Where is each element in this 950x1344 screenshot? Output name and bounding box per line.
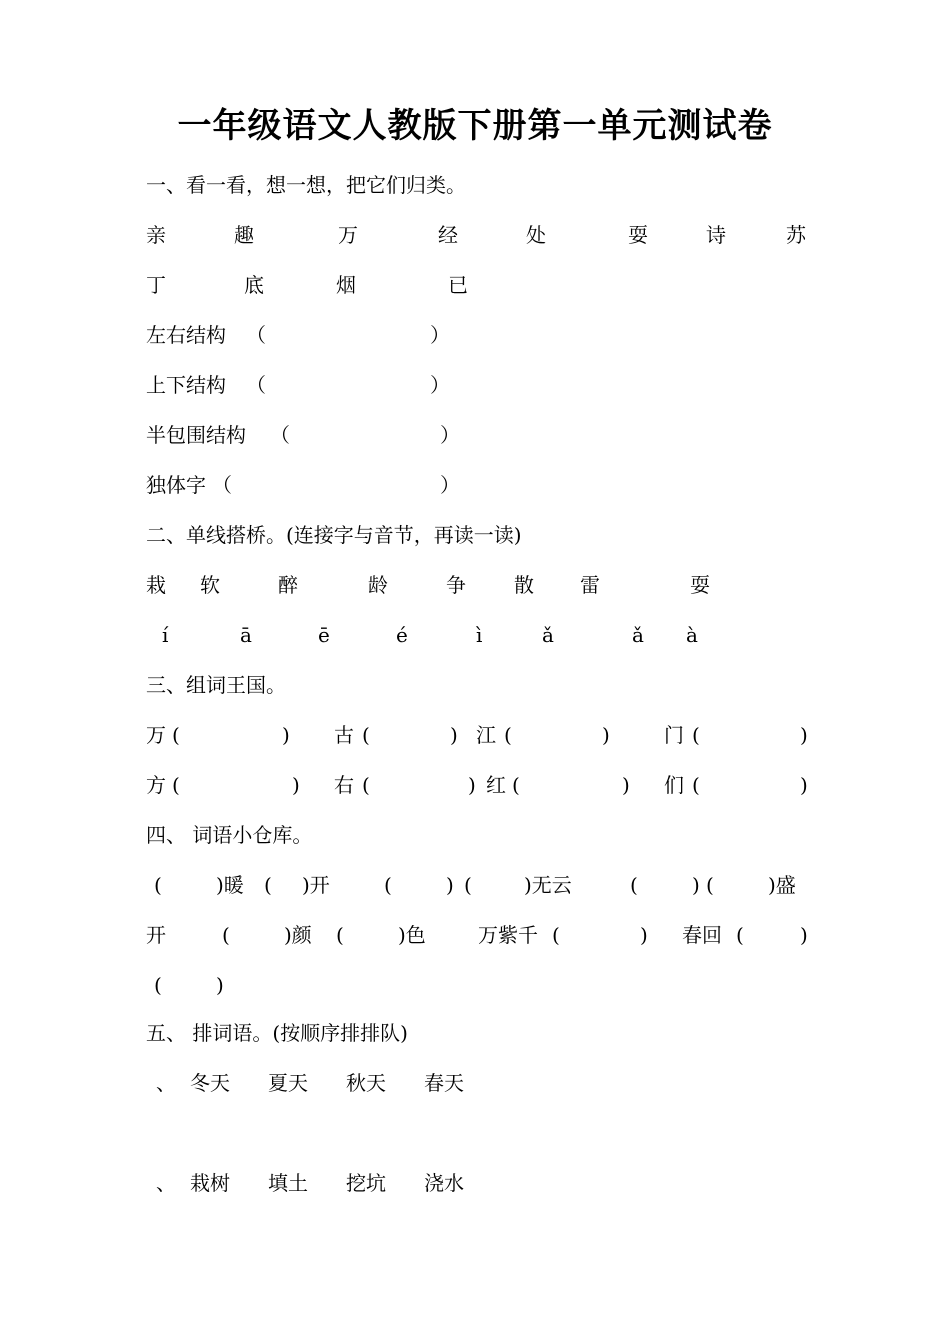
match-char[interactable]: 争 <box>446 573 466 597</box>
order-word: 挖坑 <box>346 1171 386 1195</box>
order-mark: 、 <box>156 1171 176 1195</box>
match-char[interactable]: 雷 <box>580 573 600 597</box>
word-fill-row-1 <box>146 870 826 900</box>
fill-bracket: ) <box>692 873 700 897</box>
section-3-heading <box>146 670 826 700</box>
char-item: 耍 <box>628 223 648 247</box>
fill-text: 万紫千 <box>478 923 538 947</box>
order-word: 夏天 <box>268 1071 308 1095</box>
answer-open-bracket[interactable]: ( <box>362 723 370 747</box>
order-word: 冬天 <box>190 1071 230 1095</box>
char-item: 趣 <box>234 223 254 247</box>
word-char: 方 <box>146 773 166 797</box>
fill-bracket: ) <box>800 923 808 947</box>
char-item: 丁 <box>146 273 166 297</box>
category-half-enclosed <box>146 420 826 450</box>
match-tone[interactable]: ē <box>318 623 330 647</box>
page-title: 一年级语文人教版下册第一单元测试卷 <box>177 106 773 146</box>
fill-bracket[interactable]: ( <box>336 923 344 947</box>
char-item: 底 <box>244 273 264 297</box>
category-top-bottom <box>146 370 826 400</box>
word-char: 们 <box>664 773 684 797</box>
fill-text: )开 <box>302 873 330 897</box>
answer-close-bracket: ) <box>800 773 808 797</box>
match-tone[interactable]: í <box>162 623 169 647</box>
answer-close-bracket: ） <box>440 423 460 447</box>
match-char[interactable]: 散 <box>514 573 534 597</box>
word-fill-row-2 <box>146 920 826 950</box>
answer-close-bracket: ) <box>800 723 808 747</box>
fill-text: )无云 <box>524 873 572 897</box>
answer-close-bracket: ) <box>292 773 300 797</box>
answer-close-bracket: ） <box>430 323 450 347</box>
order-word: 秋天 <box>346 1071 386 1095</box>
match-tone[interactable]: à <box>686 623 698 647</box>
match-char[interactable]: 耍 <box>690 573 710 597</box>
answer-close-bracket: ) <box>450 723 458 747</box>
word-char: 门 <box>664 723 684 747</box>
fill-bracket[interactable]: ( <box>552 923 560 947</box>
answer-close-bracket: ) <box>602 723 610 747</box>
order-mark: 、 <box>156 1071 176 1095</box>
match-char[interactable]: 软 <box>200 573 220 597</box>
word-char: 江 <box>476 723 496 747</box>
answer-close-bracket: ) <box>622 773 630 797</box>
category-label: 半包围结构 <box>146 423 246 447</box>
order-word: 填土 <box>268 1171 308 1195</box>
match-tone[interactable]: ā <box>240 623 252 647</box>
answer-open-bracket[interactable]: （ <box>246 323 266 347</box>
section-heading: 五、 排词语。(按顺序排排队) <box>146 1021 408 1045</box>
char-item: 已 <box>448 273 468 297</box>
section-heading: 四、 词语小仓库。 <box>146 823 313 847</box>
char-item: 烟 <box>336 273 356 297</box>
match-tones-row <box>146 620 826 650</box>
answer-open-bracket[interactable]: （ <box>246 373 266 397</box>
answer-close-bracket: ） <box>430 373 450 397</box>
fill-bracket: ) <box>446 873 454 897</box>
order-group-seasons <box>146 1068 826 1098</box>
char-row-1 <box>146 220 826 250</box>
char-item: 万 <box>338 223 358 247</box>
fill-text: 春回 <box>682 923 722 947</box>
fill-bracket[interactable]: ( <box>154 973 162 997</box>
section-heading: 二、单线搭桥。(连接字与音节，再读一读) <box>146 523 522 547</box>
order-group-planting <box>146 1168 826 1198</box>
fill-text: )暖 <box>216 873 244 897</box>
word-build-row-2 <box>146 770 826 800</box>
fill-bracket[interactable]: ( <box>264 873 272 897</box>
match-tone[interactable]: ì <box>476 623 483 647</box>
word-char: 右 <box>334 773 354 797</box>
answer-open-bracket[interactable]: ( <box>692 723 700 747</box>
match-char[interactable]: 龄 <box>368 573 388 597</box>
match-tone[interactable]: é <box>396 623 408 647</box>
fill-bracket[interactable]: ( <box>630 873 638 897</box>
category-single <box>146 470 826 500</box>
answer-open-bracket[interactable]: ( <box>512 773 520 797</box>
char-row-2 <box>146 270 826 300</box>
char-item: 经 <box>438 223 458 247</box>
fill-text: 开 <box>146 923 166 947</box>
order-word: 浇水 <box>424 1171 464 1195</box>
section-5-heading <box>146 1018 826 1048</box>
fill-bracket[interactable]: ( <box>736 923 744 947</box>
category-left-right <box>146 320 826 350</box>
section-1-heading <box>146 170 826 200</box>
char-item: 处 <box>526 223 546 247</box>
match-tone[interactable]: ǎ <box>632 623 644 647</box>
answer-open-bracket[interactable]: ( <box>504 723 512 747</box>
fill-text: )颜 <box>284 923 312 947</box>
word-build-row-1 <box>146 720 826 750</box>
category-label: 上下结构 <box>146 373 226 397</box>
char-item: 亲 <box>146 223 166 247</box>
word-fill-row-3 <box>146 970 826 1000</box>
fill-bracket: ) <box>640 923 648 947</box>
section-2-heading <box>146 520 826 550</box>
fill-text: )色 <box>398 923 426 947</box>
match-char[interactable]: 栽 <box>146 573 166 597</box>
answer-open-bracket[interactable]: ( <box>362 773 370 797</box>
category-label: 左右结构 <box>146 323 226 347</box>
char-item: 诗 <box>706 223 726 247</box>
fill-bracket: ) <box>216 973 224 997</box>
match-tone[interactable]: ǎ <box>542 623 554 647</box>
answer-open-bracket[interactable]: （ <box>212 473 232 497</box>
fill-bracket[interactable]: ( <box>222 923 230 947</box>
answer-open-bracket[interactable]: （ <box>270 423 290 447</box>
match-char[interactable]: 醉 <box>278 573 298 597</box>
answer-open-bracket[interactable]: ( <box>692 773 700 797</box>
answer-open-bracket[interactable]: ( <box>172 773 180 797</box>
order-word: 栽树 <box>190 1171 230 1195</box>
word-char: 古 <box>334 723 354 747</box>
word-char: 红 <box>486 773 506 797</box>
section-heading: 一、看一看，想一想，把它们归类。 <box>146 173 466 197</box>
match-chars-row <box>146 570 826 600</box>
section-4-heading <box>146 820 826 850</box>
section-heading: 三、组词王国。 <box>146 673 286 697</box>
answer-close-bracket: ） <box>440 473 460 497</box>
order-word: 春天 <box>424 1071 464 1095</box>
word-char: 万 <box>146 723 166 747</box>
char-item: 苏 <box>786 223 806 247</box>
fill-bracket[interactable]: ( <box>706 873 714 897</box>
category-label: 独体字 <box>146 473 206 497</box>
fill-bracket[interactable]: ( <box>154 873 162 897</box>
answer-close-bracket: ) <box>468 773 476 797</box>
fill-bracket[interactable]: ( <box>464 873 472 897</box>
answer-close-bracket: ) <box>282 723 290 747</box>
answer-open-bracket[interactable]: ( <box>172 723 180 747</box>
fill-text: )盛 <box>768 873 796 897</box>
fill-bracket[interactable]: ( <box>384 873 392 897</box>
